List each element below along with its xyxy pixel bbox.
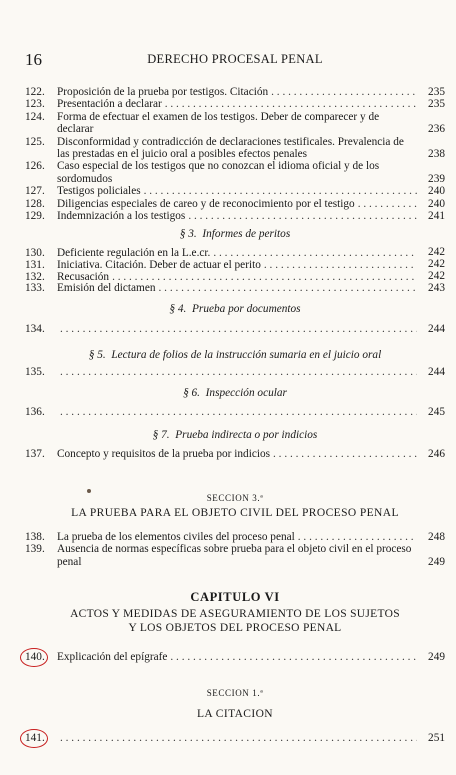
toc-entry: 129. Indemnización a los testigos . . . 241 bbox=[25, 210, 445, 222]
toc-entry: 131. Iniciativa. Citación. Deber de actuar el perito . . . 242 bbox=[25, 259, 445, 271]
subsection-heading-inspeccion: § 6. Inspección ocular bbox=[183, 387, 287, 399]
section-title-1: LA CITACION bbox=[197, 708, 273, 720]
section-title-3: LA PRUEBA PARA EL OBJETO CIVIL DEL PROCESO PENAL bbox=[71, 507, 399, 519]
toc-entry: 138. La prueba de los elementos civiles del proceso penal . . . 248 bbox=[25, 531, 445, 543]
page-number: 16 bbox=[25, 50, 42, 69]
toc-entry: 123. Presentación a declarar . . . 235 bbox=[25, 98, 445, 110]
subsection-heading-indicios: § 7. Prueba indirecta o por indicios bbox=[152, 429, 318, 441]
toc-entry: 125. Disconformidad y contradicción de declaraciones testificales. Prevalencia de las prestadas en el juicio oral a posibles efectos penales 238 bbox=[25, 135, 445, 160]
subsection-heading-lectura: § 5. Lectura de folios de la instrucción sumaria en el juicio oral bbox=[88, 349, 382, 361]
toc-block-civil bbox=[25, 531, 445, 568]
toc-entry-134 bbox=[25, 323, 445, 335]
toc-entry: 127. Testigos policiales . . . 240 bbox=[25, 185, 445, 197]
subsection-heading-peritos: § 3. Informes de peritos bbox=[179, 228, 291, 240]
toc-entry: 136. . . . 245 bbox=[25, 406, 445, 418]
toc-entry: 137. Concepto y requisitos de la prueba por indicios . . . 246 bbox=[25, 448, 445, 460]
toc-entry-135 bbox=[25, 366, 445, 378]
toc-entry: 139. Ausencia de normas específicas sobre prueba para el objeto civil en el proceso penal 249 bbox=[25, 543, 445, 568]
toc-entry-137 bbox=[25, 448, 445, 460]
toc-entry-136 bbox=[25, 406, 445, 418]
toc-entry-140 bbox=[25, 651, 445, 663]
section-label-1: SECCION 1.ª bbox=[206, 688, 264, 698]
toc-entry-141 bbox=[25, 732, 445, 744]
red-circle-annotation bbox=[20, 648, 48, 667]
toc-entry: 122. Proposición de la prueba por testigos. Citación . . . 235 bbox=[25, 86, 445, 98]
page-header bbox=[25, 50, 445, 72]
toc-entry: 133. Emisión del dictamen . . . 243 bbox=[25, 282, 445, 294]
toc-entry: 132. Recusación . . . 242 bbox=[25, 271, 445, 283]
circled-entry-number: 141. bbox=[25, 732, 45, 744]
toc-block-testigos bbox=[25, 86, 445, 222]
toc-entry: 134. . . . 244 bbox=[25, 323, 445, 335]
toc-entry: 130. Deficiente regulación en la L.e.cr. . . . 242 bbox=[25, 247, 445, 259]
subsection-heading-documentos: § 4. Prueba por documentos bbox=[169, 303, 301, 315]
toc-entry: 140. Explicación del epígrafe . . . 249 bbox=[25, 651, 445, 663]
circled-entry-number: 140. bbox=[25, 651, 45, 663]
toc-entry: 126. Caso especial de los testigos que no conozcan el idioma oficial y de los sordomudos 239 bbox=[25, 160, 445, 185]
chapter-label: CAPITULO VI bbox=[190, 590, 280, 604]
toc-entry: 135. . . . 244 bbox=[25, 366, 445, 378]
toc-entry: 141. . . . 251 bbox=[25, 732, 445, 744]
chapter-title: ACTOS Y MEDIDAS DE ASEGURAMIENTO DE LOS SUJETOS Y LOS OBJETOS DEL PROCESO PENAL bbox=[70, 608, 400, 634]
running-title: DERECHO PROCESAL PENAL bbox=[147, 52, 323, 66]
toc-entry: 124. Forma de efectuar el examen de los testigos. Deber de comparecer y de declarar 236 bbox=[25, 110, 445, 136]
red-circle-annotation bbox=[20, 729, 48, 748]
toc-entry: 128. Diligencias especiales de careo y de reconocimiento por el testigo . . . 240 bbox=[25, 198, 445, 210]
toc-block-peritos bbox=[25, 247, 445, 294]
section-label-3: SECCION 3.ª bbox=[206, 493, 264, 503]
